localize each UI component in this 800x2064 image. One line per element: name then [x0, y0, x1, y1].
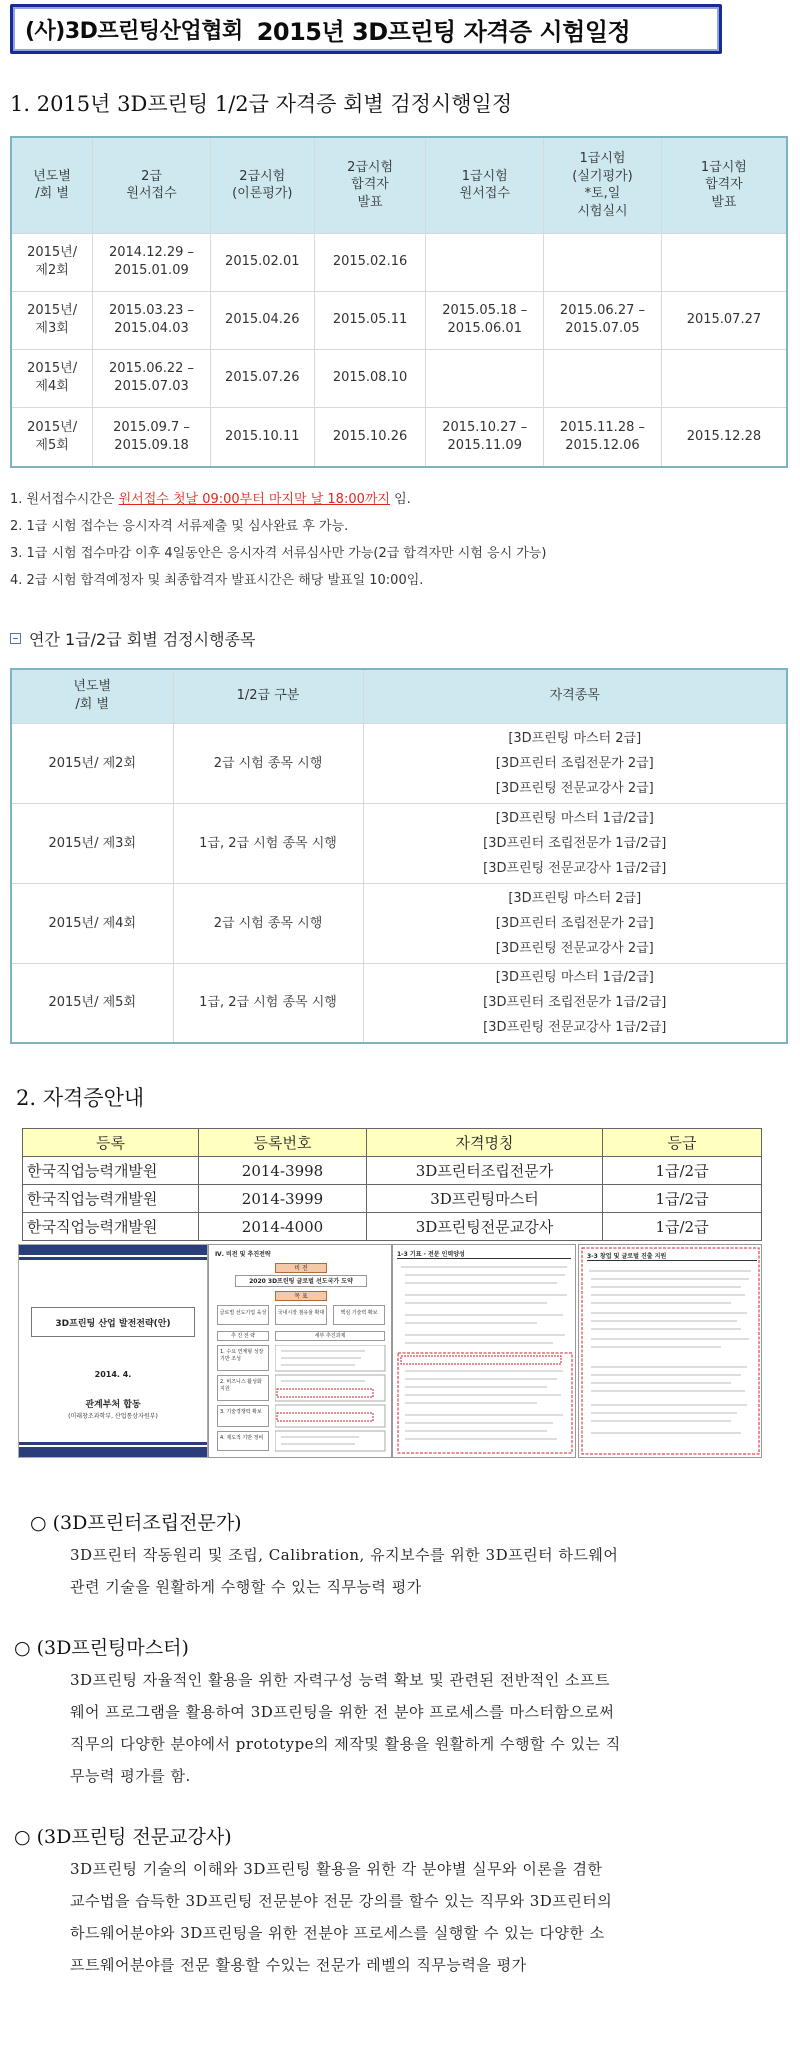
table-cell: 2급 시험 종목 시행 [173, 723, 363, 803]
desc-line: 웨어 프로그램을 활용하여 3D프린팅을 위한 전 분야 프로세스를 마스터함으로써 [70, 1703, 615, 1721]
desc-title: ○ (3D프린터조립전문가) [30, 1512, 242, 1534]
thumb2-goal: 글로벌 선도기업 육성 [217, 1305, 269, 1325]
exam-item: [3D프린팅 마스터 2급] [508, 730, 642, 746]
table-cell [661, 349, 787, 407]
table-cell: 2015.06.22 – 2015.07.03 [93, 349, 211, 407]
certificate-table [22, 1128, 762, 1241]
col-header-g2-exam: 2급시험 (이론평가) [210, 137, 314, 233]
note-1-tail: 임. [389, 492, 411, 507]
cert-description-master [14, 1633, 784, 1792]
table-cell: 2015.04.26 [210, 291, 314, 349]
table-row [11, 291, 787, 349]
subsection-heading-text: 연간 1급/2급 회별 검정시행종목 [29, 630, 256, 649]
table-cell: 2015.05.18 – 2015.06.01 [426, 291, 544, 349]
table-cell: 2014-3998 [199, 1157, 367, 1185]
col-header-g2-apply: 2급 원서접수 [93, 137, 211, 233]
table-cell: 3D프린팅전문교강사 [367, 1213, 603, 1241]
table-cell: 2015.08.10 [314, 349, 426, 407]
table-row [11, 233, 787, 291]
desc-line: 3D프린팅 자율적인 활용을 위한 자력구성 능력 확보 및 관련된 전반적인 소프트 [70, 1671, 610, 1689]
table-row [11, 963, 787, 1043]
thumb2-goal: 국내시장 점유율 확대 [275, 1305, 327, 1325]
col-header-grade: 등급 [603, 1129, 762, 1157]
col-header-registrar: 등록 [23, 1129, 199, 1157]
exam-item: [3D프린팅 전문교강사 2급] [495, 780, 654, 796]
thumb3-body [397, 1261, 573, 1455]
thumbnail-startup [578, 1244, 762, 1458]
table-header-row [11, 137, 787, 233]
title-banner [10, 4, 722, 54]
minus-box-icon [10, 633, 21, 644]
thumb2-task-lines [275, 1345, 387, 1453]
thumbnail-cover [18, 1244, 208, 1458]
table-row [23, 1213, 762, 1241]
note-3: 3. 1급 시험 접수마감 이후 4일동안은 응시자격 서류심사만 가능(2급 합격자만 시험 응시 가능) [10, 546, 547, 561]
note-1-text: 1. 원서접수시간은 [10, 492, 119, 507]
exam-item: [3D프린팅 마스터 2급] [508, 890, 642, 906]
desc-body [14, 1664, 784, 1792]
exam-item: [3D프린터 조립전문가 2급] [495, 915, 654, 931]
banner-org: (사)3D프린팅산업협회 [25, 18, 243, 44]
exam-schedule-table [10, 136, 788, 468]
thumbnail-training [392, 1244, 576, 1458]
table-cell: 1급, 2급 시험 종목 시행 [173, 803, 363, 883]
table-cell: 3D프린터조립전문가 [367, 1157, 603, 1185]
table-cell: 2015년/ 제3회 [11, 291, 93, 349]
exam-item: [3D프린팅 마스터 1급/2급] [495, 810, 654, 826]
cert-description-instructor [14, 1822, 784, 1981]
table-cell: 2015.07.27 [661, 291, 787, 349]
desc-line: 하드웨어분야와 3D프린팅을 위한 전분야 프로세스를 실행할 수 있는 다양한 소 [70, 1924, 605, 1942]
table-cell [661, 233, 787, 291]
table-cell: 한국직업능력개발원 [23, 1157, 199, 1185]
table-cell: 2015년/ 제2회 [11, 723, 173, 803]
table-cell [544, 349, 662, 407]
desc-line: 직무의 다양한 분야에서 prototype의 제작및 활용을 원활하게 수행할 수 있는 직 [70, 1735, 621, 1753]
col-header-round: 년도별 /회 별 [11, 137, 93, 233]
col-header-cert-name: 자격명칭 [367, 1129, 603, 1157]
table-cell: 2015.09.7 – 2015.09.18 [93, 407, 211, 467]
thumb-cover-org-sub: (미래창조과학부, 산업통상자원부) [68, 1413, 158, 1420]
thumb2-strategy: 3. 기술경쟁력 확보 [217, 1405, 269, 1427]
thumb3-head: 1-3 기표 · 전문 인력양성 [397, 1249, 571, 1259]
thumb-cover-date: 2014. 4. [94, 1370, 132, 1379]
table-cell: 2015.05.11 [314, 291, 426, 349]
table-cell: 한국직업능력개발원 [23, 1213, 199, 1241]
table-cell: 2015년/ 제3회 [11, 803, 173, 883]
col-header-reg-number: 등록번호 [199, 1129, 367, 1157]
table-cell: 2015.11.28 – 2015.12.06 [544, 407, 662, 467]
exam-item: [3D프린터 조립전문가 1급/2급] [483, 995, 667, 1011]
desc-title: ○ (3D프린팅마스터) [14, 1637, 189, 1659]
table-cell: 2015.12.28 [661, 407, 787, 467]
col-header-g2-result: 2급시험 합격자 발표 [314, 137, 426, 233]
table-cell: 1급/2급 [603, 1213, 762, 1241]
table-header-row [23, 1129, 762, 1157]
thumb2-vision: 2020 3D프린팅 글로벌 선도국가 도약 [235, 1275, 367, 1287]
thumb2-goal: 핵심 기술력 확보 [333, 1305, 385, 1325]
table-row [23, 1157, 762, 1185]
table-cell [544, 233, 662, 291]
table-cell: 2015년/ 제5회 [11, 407, 93, 467]
exam-item: [3D프린팅 마스터 1급/2급] [495, 970, 654, 986]
exam-types-table [10, 668, 788, 1044]
exam-item: [3D프린팅 전문교강사 1급/2급] [483, 1020, 667, 1036]
document-thumbnails [18, 1244, 762, 1458]
desc-line: 관련 기술을 원활하게 수행할 수 있는 직무능력 평가 [70, 1578, 422, 1596]
note-1 [10, 486, 546, 513]
table-cell: 2014-4000 [199, 1213, 367, 1241]
desc-line: 3D프린터 작동원리 및 조립, Calibration, 유지보수를 위한 3D프린터 하드웨어 [70, 1546, 619, 1564]
table-cell: 2015.06.27 – 2015.07.05 [544, 291, 662, 349]
desc-line: 무능력 평가를 함. [70, 1767, 191, 1785]
table-cell: 2015년/ 제4회 [11, 883, 173, 963]
desc-body [14, 1853, 784, 1981]
table-row [11, 723, 787, 803]
subsection-heading [10, 627, 255, 650]
note-4: 4. 2급 시험 합격예정자 및 최종합격자 발표시간은 해당 발표일 10:00임. [10, 573, 424, 588]
thumbnail-strategy [208, 1244, 392, 1458]
table-cell-items [363, 803, 787, 883]
table-cell: 2015.03.23 – 2015.04.03 [93, 291, 211, 349]
table-cell: 2014.12.29 – 2015.01.09 [93, 233, 211, 291]
thumb2-col-a: 추 진 전 략 [217, 1331, 269, 1341]
table-cell: 2015.02.01 [210, 233, 314, 291]
thumb2-vision-label: 비 전 [275, 1263, 327, 1273]
thumb4-head: 3-3 창업 및 글로벌 진출 지원 [587, 1251, 757, 1261]
exam-item: [3D프린팅 전문교강사 1급/2급] [483, 860, 667, 876]
thumb-cover-title: 3D프린팅 산업 발전전략(안) [31, 1307, 195, 1337]
table-cell: 2015년/ 제2회 [11, 233, 93, 291]
thumb2-strategy: 4. 제도적 기반 정비 [217, 1431, 269, 1451]
table-cell: 1급, 2급 시험 종목 시행 [173, 963, 363, 1043]
section1-heading: 1. 2015년 3D프린팅 1/2급 자격증 회별 검정시행일정 [10, 92, 513, 116]
note-2: 2. 1급 시험 접수는 응시자격 서류제출 및 심사완료 후 가능. [10, 519, 349, 534]
schedule-notes [10, 486, 546, 594]
desc-line: 프트웨어분야를 전문 활용할 수있는 전문가 레벨의 직무능력을 평가 [70, 1956, 527, 1974]
table-cell: 한국직업능력개발원 [23, 1185, 199, 1213]
note-1-highlight: 원서접수 첫날 09:00부터 마지막 날 18:00까지 [118, 492, 390, 507]
table-cell: 2015.07.26 [210, 349, 314, 407]
desc-line: 교수법을 습득한 3D프린팅 전문분야 전문 강의를 할수 있는 직무와 3D프린터의 [70, 1892, 613, 1910]
table-row [11, 803, 787, 883]
table-cell: 3D프린팅마스터 [367, 1185, 603, 1213]
banner-title: 2015년 3D프린팅 자격증 시험일정 [256, 17, 631, 46]
exam-item: [3D프린팅 전문교강사 2급] [495, 940, 654, 956]
desc-title: ○ (3D프린팅 전문교강사) [14, 1826, 232, 1848]
table-row [23, 1185, 762, 1213]
exam-item: [3D프린터 조립전문가 1급/2급] [483, 835, 667, 851]
thumb4-frame [581, 1247, 761, 1457]
section2-heading: 2. 자격증안내 [16, 1086, 145, 1110]
table-cell: 1급/2급 [603, 1157, 762, 1185]
table-cell: 1급/2급 [603, 1185, 762, 1213]
desc-line: 3D프린팅 기술의 이해와 3D프린팅 활용을 위한 각 분야별 실무와 이론을 겸한 [70, 1860, 603, 1878]
table-header-row [11, 669, 787, 723]
thumb2-goal-label: 목 표 [275, 1291, 327, 1301]
table-cell: 2015.10.27 – 2015.11.09 [426, 407, 544, 467]
desc-body [30, 1539, 770, 1603]
table-row [11, 349, 787, 407]
table-cell-items [363, 963, 787, 1043]
table-cell-items [363, 883, 787, 963]
col-header-g1-result: 1급시험 합격자 발표 [661, 137, 787, 233]
col-header-g1-apply: 1급시험 원서접수 [426, 137, 544, 233]
thumb2-strategy: 2. 비즈니스 활성화 지원 [217, 1375, 269, 1401]
thumb2-head: Ⅳ. 비전 및 추진전략 [215, 1251, 271, 1258]
thumb2-strategy: 1. 수요 연계형 성장기반 조성 [217, 1345, 269, 1371]
table-cell: 2015.10.11 [210, 407, 314, 467]
exam-item: [3D프린터 조립전문가 2급] [495, 755, 654, 771]
table-cell: 2015년/ 제4회 [11, 349, 93, 407]
col-header-g1-exam: 1급시험 (실기평가) *토,일 시험실시 [544, 137, 662, 233]
table-cell [426, 233, 544, 291]
thumb-cover-org: 관계부처 합동 [85, 1400, 141, 1410]
table-cell: 2급 시험 종목 시행 [173, 883, 363, 963]
table-cell: 2015년/ 제5회 [11, 963, 173, 1043]
table-row [11, 407, 787, 467]
table-row [11, 883, 787, 963]
table-cell-items [363, 723, 787, 803]
cert-description-assembler [30, 1508, 770, 1603]
table-cell: 2015.10.26 [314, 407, 426, 467]
col-header-grade: 1/2급 구분 [173, 669, 363, 723]
col-header-items: 자격종목 [363, 669, 787, 723]
table-cell: 2015.02.16 [314, 233, 426, 291]
col-header-round: 년도별 /회 별 [11, 669, 173, 723]
table-cell: 2014-3999 [199, 1185, 367, 1213]
thumb2-col-b: 세부 추진과제 [275, 1331, 385, 1341]
table-cell [426, 349, 544, 407]
